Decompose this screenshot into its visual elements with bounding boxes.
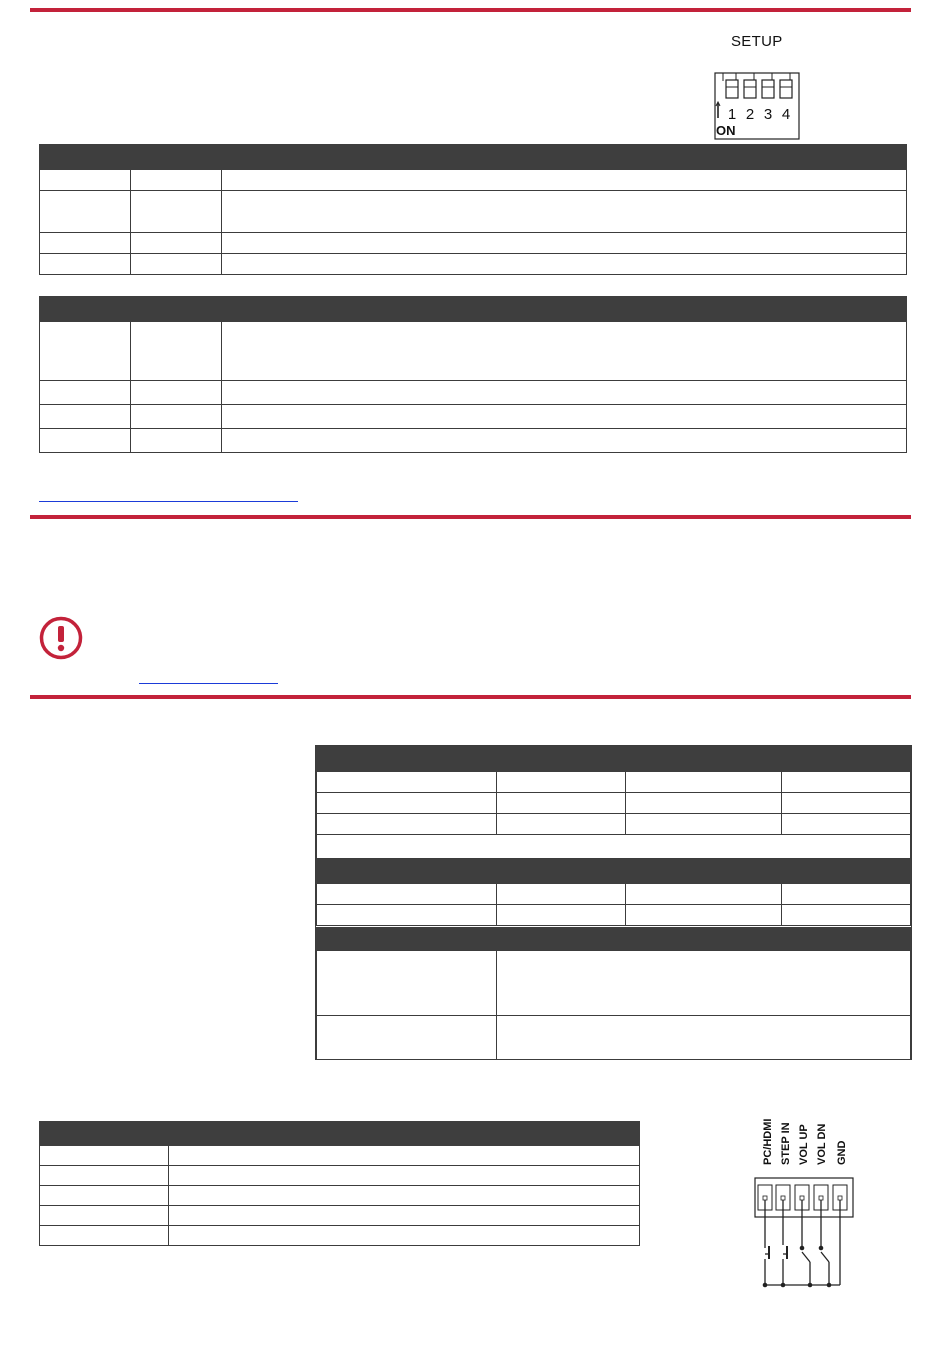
table-row bbox=[317, 793, 911, 814]
table-row bbox=[317, 835, 911, 859]
contact-label-pc-hdmi: PC/HDMI bbox=[762, 1118, 774, 1165]
contact-label-vol-up: VOL UP bbox=[798, 1124, 810, 1165]
spec-table-desc bbox=[316, 950, 911, 1060]
spec-table-header-1 bbox=[317, 747, 911, 772]
link-underline[interactable] bbox=[139, 683, 278, 684]
table-row bbox=[40, 1166, 640, 1186]
contact-label-gnd: GND bbox=[836, 1140, 848, 1165]
table-row bbox=[40, 1226, 640, 1246]
table-row bbox=[40, 1146, 640, 1166]
exclamation-circle-icon bbox=[39, 616, 83, 660]
contact-label-step-in: STEP IN bbox=[780, 1122, 792, 1165]
table-row bbox=[40, 381, 907, 405]
table-row bbox=[40, 405, 907, 429]
table-1-header bbox=[40, 145, 907, 170]
dip-number-3: 3 bbox=[763, 106, 773, 123]
table-1 bbox=[39, 144, 907, 275]
dip-number-1: 1 bbox=[727, 106, 737, 123]
section-divider-1 bbox=[30, 515, 911, 519]
table-row bbox=[317, 884, 911, 905]
table-row bbox=[40, 1186, 640, 1206]
contact-label-vol-dn: VOL DN bbox=[816, 1123, 828, 1165]
table-row bbox=[40, 429, 907, 453]
spec-table-lower bbox=[316, 927, 911, 951]
table-row bbox=[317, 772, 911, 793]
table-3-header bbox=[40, 1122, 640, 1146]
table-3 bbox=[39, 1121, 640, 1246]
contact-wiring-diagram bbox=[748, 1117, 858, 1293]
setup-dip-switch bbox=[714, 72, 800, 140]
spec-table-header-3 bbox=[317, 928, 911, 951]
table-row bbox=[317, 814, 911, 835]
table-row bbox=[40, 254, 907, 275]
table-row bbox=[40, 191, 907, 233]
table-row bbox=[317, 951, 911, 1016]
spec-table bbox=[316, 746, 911, 926]
dip-number-2: 2 bbox=[745, 106, 755, 123]
setup-title: SETUP bbox=[731, 33, 783, 50]
table-row bbox=[40, 322, 907, 381]
spec-table-header-2 bbox=[317, 859, 911, 884]
table-row bbox=[40, 1206, 640, 1226]
table-2 bbox=[39, 296, 907, 453]
dip-number-4: 4 bbox=[781, 106, 791, 123]
table-row bbox=[317, 905, 911, 926]
table-row bbox=[40, 233, 907, 254]
table-2-header bbox=[40, 297, 907, 322]
dip-on-label: ON bbox=[716, 123, 736, 138]
table-row bbox=[317, 1016, 911, 1060]
top-divider bbox=[30, 8, 911, 12]
section-divider-2 bbox=[30, 695, 911, 699]
link-underline[interactable] bbox=[39, 501, 298, 502]
table-row bbox=[40, 170, 907, 191]
